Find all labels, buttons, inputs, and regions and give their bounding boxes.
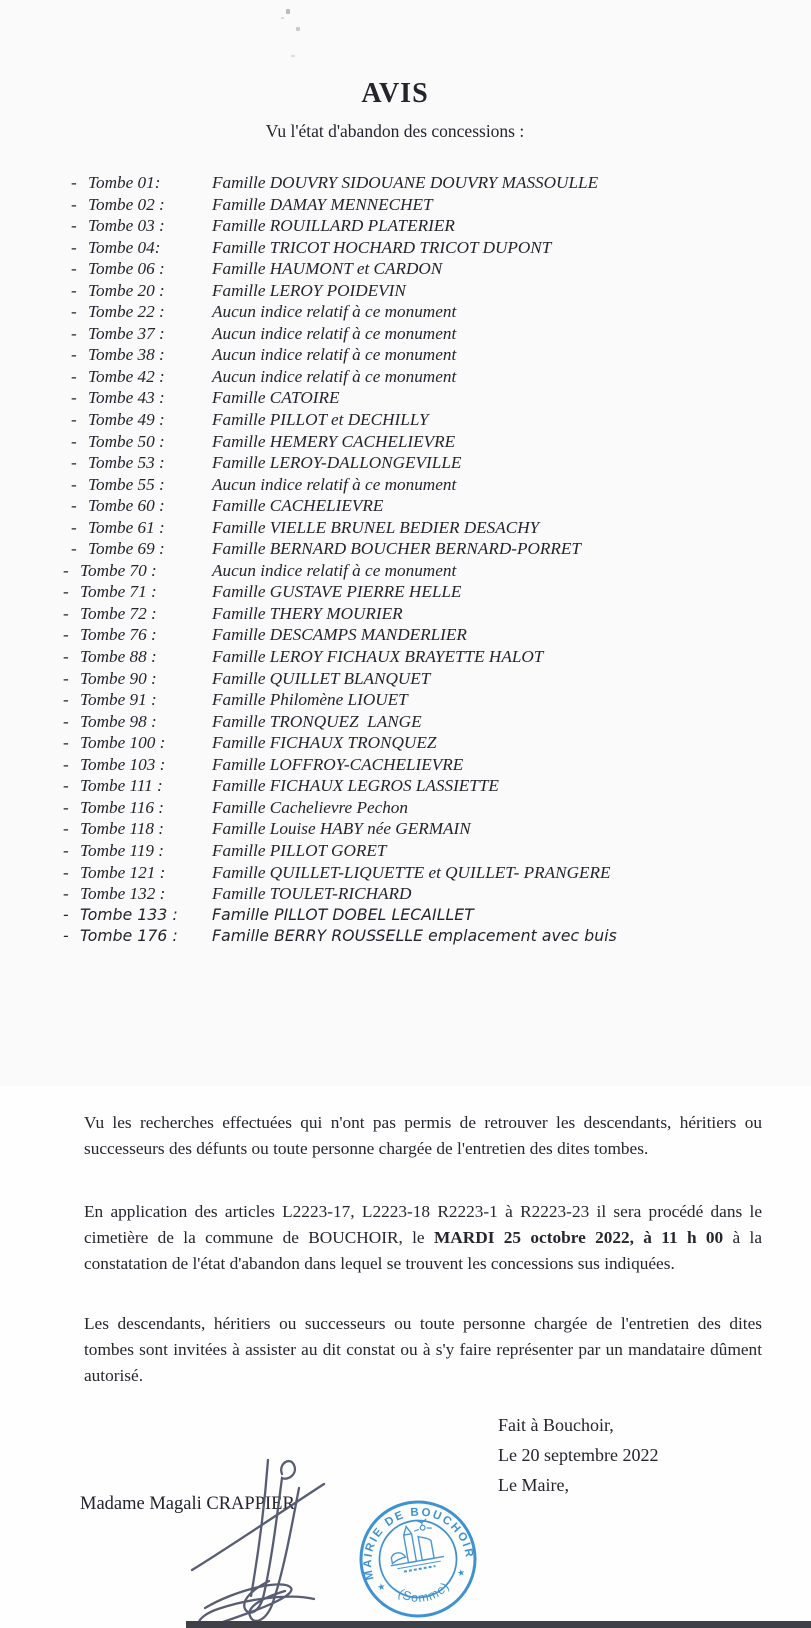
tomb-family-value: Famille ROUILLARD PLATERIER bbox=[212, 216, 455, 236]
list-item bbox=[63, 883, 771, 905]
tomb-number-label: Tombe 133 : bbox=[80, 905, 178, 924]
tomb-family-value: Aucun indice relatif à ce monument bbox=[212, 366, 457, 386]
list-item bbox=[63, 926, 771, 948]
tomb-number-label: Tombe 02 : bbox=[88, 194, 165, 214]
tomb-number-label: Tombe 42 : bbox=[88, 366, 165, 386]
scanner-edge-bar bbox=[186, 1621, 811, 1628]
tomb-family-value: Famille QUILLET BLANQUET bbox=[212, 668, 431, 688]
tomb-number-label: Tombe 70 : bbox=[80, 560, 157, 580]
list-item-dash: - bbox=[63, 603, 69, 623]
tomb-number-label: Tombe 98 : bbox=[80, 711, 157, 731]
town-stamp bbox=[356, 1497, 480, 1621]
tomb-family-value: Famille TRICOT HOCHARD TRICOT DUPONT bbox=[212, 237, 552, 257]
tomb-family-value: Famille HEMERY CACHELIEVRE bbox=[212, 431, 456, 451]
signature-scribble bbox=[172, 1448, 344, 1628]
list-item-dash: - bbox=[63, 733, 69, 753]
tomb-family-value: Famille DAMAY MENNECHET bbox=[212, 194, 433, 214]
list-item bbox=[71, 237, 771, 259]
list-item bbox=[71, 387, 771, 409]
tomb-family-value: Aucun indice relatif à ce monument bbox=[212, 560, 457, 580]
stamp-star-left-icon: ★ bbox=[376, 1581, 387, 1593]
list-item bbox=[71, 452, 771, 474]
list-item bbox=[71, 258, 771, 280]
list-item-dash: - bbox=[71, 410, 77, 430]
tomb-number-label: Tombe 91 : bbox=[80, 690, 157, 710]
tomb-number-label: Tombe 49 : bbox=[88, 410, 165, 430]
list-item bbox=[71, 323, 771, 345]
list-item-dash: - bbox=[71, 173, 77, 192]
tomb-number-label: Tombe 121 : bbox=[80, 862, 166, 882]
tomb-number-label: Tombe 69 : bbox=[88, 539, 165, 559]
list-item bbox=[71, 280, 771, 302]
list-item-dash: - bbox=[63, 647, 69, 667]
tomb-family-value: Famille LEROY-DALLONGEVILLE bbox=[212, 453, 462, 473]
tomb-number-label: Tombe 03 : bbox=[88, 216, 165, 236]
list-item-dash: - bbox=[71, 302, 77, 322]
tomb-number-label: Tombe 61 : bbox=[88, 517, 165, 537]
list-item bbox=[71, 409, 771, 431]
tomb-family-value: Famille CATOIRE bbox=[212, 388, 340, 408]
tomb-number-label: Tombe 60 : bbox=[88, 496, 165, 516]
list-item-dash: - bbox=[63, 711, 69, 731]
tomb-family-value: Famille DOUVRY SIDOUANE DOUVRY MASSOULLE bbox=[212, 173, 599, 192]
list-item-dash: - bbox=[63, 690, 69, 710]
tomb-number-label: Tombe 100 : bbox=[80, 733, 166, 753]
tomb-family-value: Famille LEROY POIDEVIN bbox=[212, 280, 406, 300]
tomb-family-value: Famille PILLOT et DECHILLY bbox=[212, 410, 429, 430]
tomb-family-value: Famille DESCAMPS MANDERLIER bbox=[212, 625, 467, 645]
closing-role: Le Maire, bbox=[498, 1475, 569, 1495]
paragraph-research: Vu les recherches effectuées qui n'ont pas permis de retrouver les descendants, héritiers ou successeurs des défunts ou toute personne chargée de l'entretien des dites tombes. bbox=[84, 1113, 762, 1158]
svg-text:(Somme) bbox=[394, 1578, 454, 1610]
list-item-dash: - bbox=[63, 582, 69, 602]
list-item-dash: - bbox=[71, 194, 77, 214]
scan-artifact bbox=[286, 9, 290, 14]
tomb-family-value: Famille BERRY ROUSSELLE emplacement avec buis bbox=[212, 927, 617, 946]
list-item bbox=[63, 689, 771, 711]
tomb-family-value: Famille CACHELIEVRE bbox=[212, 496, 384, 516]
tomb-number-label: Tombe 04: bbox=[88, 237, 161, 257]
scan-artifact bbox=[296, 27, 300, 31]
stamp-star-right-icon: ★ bbox=[456, 1567, 466, 1579]
tomb-family-value: Famille TRONQUEZ LANGE bbox=[212, 711, 422, 731]
list-item-dash: - bbox=[71, 388, 77, 408]
tomb-family-value: Famille PILLOT GORET bbox=[212, 840, 387, 860]
list-item-dash: - bbox=[71, 453, 77, 473]
list-item-dash: - bbox=[63, 668, 69, 688]
stamp-somme-label: (Somme) bbox=[395, 1579, 453, 1606]
tomb-number-label: Tombe 119 : bbox=[80, 840, 165, 860]
tomb-family-value: Famille THERY MOURIER bbox=[212, 603, 403, 623]
tomb-number-label: Tombe 132 : bbox=[80, 884, 166, 904]
list-item-dash: - bbox=[63, 797, 69, 817]
list-item bbox=[63, 797, 771, 819]
list-item-dash: - bbox=[71, 474, 77, 494]
tomb-number-label: Tombe 06 : bbox=[88, 259, 165, 279]
tomb-family-value: Aucun indice relatif à ce monument bbox=[212, 323, 457, 343]
list-item-dash: - bbox=[63, 560, 69, 580]
list-item-dash: - bbox=[71, 216, 77, 236]
list-item-dash: - bbox=[71, 323, 77, 343]
list-item bbox=[71, 344, 771, 366]
tomb-number-label: Tombe 90 : bbox=[80, 668, 157, 688]
list-item bbox=[71, 431, 771, 453]
tomb-number-label: Tombe 22 : bbox=[88, 302, 165, 322]
tomb-number-label: Tombe 176 : bbox=[80, 927, 178, 946]
tomb-family-value: Famille GUSTAVE PIERRE HELLE bbox=[212, 582, 462, 602]
tomb-list bbox=[63, 172, 771, 948]
tomb-number-label: Tombe 55 : bbox=[88, 474, 165, 494]
closing-place: Fait à Bouchoir, bbox=[498, 1415, 614, 1435]
tomb-family-value: Famille TOULET-RICHARD bbox=[212, 884, 412, 904]
list-item-dash: - bbox=[71, 259, 77, 279]
list-item-dash: - bbox=[71, 496, 77, 516]
list-item-dash: - bbox=[71, 345, 77, 365]
tomb-number-label: Tombe 20 : bbox=[88, 280, 165, 300]
tomb-number-label: Tombe 88 : bbox=[80, 647, 157, 667]
list-item-dash: - bbox=[71, 280, 77, 300]
tomb-family-value: Famille Louise HABY née GERMAIN bbox=[212, 819, 471, 839]
paragraph-application-start: En application des articles L2223-17, L2223-18 R2223-1 à R2223-23 il sera procédé dans le cimetière de la commune de BOUCHOIR, le bbox=[84, 1202, 762, 1247]
list-item bbox=[63, 581, 771, 603]
tomb-family-value: Aucun indice relatif à ce monument bbox=[212, 302, 457, 322]
tomb-family-value: Famille LEROY FICHAUX BRAYETTE HALOT bbox=[212, 647, 544, 667]
tomb-number-label: Tombe 71 : bbox=[80, 582, 157, 602]
signer-name: Madame Magali CRAPPIER bbox=[80, 1494, 295, 1514]
list-item bbox=[71, 194, 771, 216]
list-item-dash: - bbox=[71, 539, 77, 559]
tomb-family-value: Famille HAUMONT et CARDON bbox=[212, 259, 443, 279]
tomb-number-label: Tombe 103 : bbox=[80, 754, 166, 774]
tomb-number-label: Tombe 76 : bbox=[80, 625, 157, 645]
tomb-family-value: Famille FICHAUX TRONQUEZ bbox=[212, 733, 437, 753]
list-item-dash: - bbox=[63, 754, 69, 774]
list-item-dash: - bbox=[63, 884, 69, 904]
tomb-number-label: Tombe 50 : bbox=[88, 431, 165, 451]
tomb-number-label: Tombe 116 : bbox=[80, 797, 165, 817]
paragraph-invitation: Les descendants, héritiers ou successeurs ou toute personne chargée de l'entretien des dites tombes sont invitées à assister au dit constat ou à s'y faire représenter par un mandataire dûment autorisé. bbox=[84, 1314, 762, 1385]
tomb-number-label: Tombe 38 : bbox=[88, 345, 165, 365]
list-item-dash: - bbox=[71, 517, 77, 537]
page-title: AVIS bbox=[361, 78, 429, 109]
tomb-number-label: Tombe 01: bbox=[88, 173, 161, 192]
list-item bbox=[63, 711, 771, 733]
meeting-date-bold: MARDI 25 octobre 2022, à 11 h 00 bbox=[433, 1228, 724, 1247]
list-item-dash: - bbox=[71, 431, 77, 451]
scan-artifact bbox=[281, 17, 284, 19]
list-item bbox=[71, 517, 771, 539]
list-item bbox=[71, 366, 771, 388]
list-item bbox=[71, 301, 771, 323]
list-item bbox=[71, 474, 771, 496]
list-item bbox=[71, 495, 771, 517]
list-item-dash: - bbox=[63, 905, 69, 924]
closing-block bbox=[498, 1410, 658, 1500]
list-item bbox=[63, 818, 771, 840]
list-item-dash: - bbox=[63, 840, 69, 860]
list-item bbox=[63, 560, 771, 582]
tomb-family-value: Famille LOFFROY-CACHELIEVRE bbox=[212, 754, 464, 774]
list-item bbox=[63, 862, 771, 884]
list-item-dash: - bbox=[63, 819, 69, 839]
tomb-family-value: Famille VIELLE BRUNEL BEDIER DESACHY bbox=[212, 517, 540, 537]
tomb-family-value: Famille Philomène LIOUET bbox=[212, 690, 408, 710]
tomb-family-value: Aucun indice relatif à ce monument bbox=[212, 474, 457, 494]
list-item bbox=[63, 840, 771, 862]
list-item bbox=[63, 732, 771, 754]
list-item-dash: - bbox=[63, 862, 69, 882]
tomb-number-label: Tombe 53 : bbox=[88, 453, 165, 473]
tomb-family-value: Famille BERNARD BOUCHER BERNARD-PORRET bbox=[212, 539, 581, 559]
list-item bbox=[63, 624, 771, 646]
list-item-dash: - bbox=[63, 776, 69, 796]
scan-artifact bbox=[291, 55, 295, 57]
tomb-number-label: Tombe 118 : bbox=[80, 819, 165, 839]
list-item bbox=[63, 646, 771, 668]
tomb-number-label: Tombe 43 : bbox=[88, 388, 165, 408]
tomb-family-value: Famille QUILLET-LIQUETTE et QUILLET- PRANGERE bbox=[212, 862, 611, 882]
paragraph-application-end: à la constatation de l'état d'abandon dans lequel se trouvent les concessions sus indiquées. bbox=[84, 1228, 762, 1273]
list-item bbox=[71, 538, 771, 560]
list-item-dash: - bbox=[71, 366, 77, 386]
list-item-dash: - bbox=[71, 237, 77, 257]
closing-date: Le 20 septembre 2022 bbox=[498, 1445, 659, 1465]
tomb-family-value: Famille FICHAUX LEGROS LASSIETTE bbox=[212, 776, 499, 796]
tomb-family-value: Famille Cachelievre Pechon bbox=[212, 797, 408, 817]
list-item bbox=[63, 603, 771, 625]
list-item bbox=[71, 172, 771, 194]
tomb-family-value: Aucun indice relatif à ce monument bbox=[212, 345, 457, 365]
list-item-dash: - bbox=[63, 625, 69, 645]
tomb-number-label: Tombe 111 : bbox=[80, 776, 163, 796]
list-item bbox=[63, 775, 771, 797]
tomb-family-value: Famille PILLOT DOBEL LECAILLET bbox=[212, 905, 474, 924]
list-item bbox=[63, 754, 771, 776]
list-item bbox=[71, 215, 771, 237]
list-item bbox=[63, 668, 771, 690]
list-item bbox=[63, 905, 771, 927]
list-item-dash: - bbox=[63, 927, 69, 946]
intro-line: Vu l'état d'abandon des concessions : bbox=[265, 121, 525, 141]
tomb-number-label: Tombe 72 : bbox=[80, 603, 157, 623]
stamp-arc-top-label: MAIRIE DE BOUCHOIR bbox=[362, 1506, 476, 1582]
tomb-number-label: Tombe 37 : bbox=[88, 323, 165, 343]
paragraph-application bbox=[84, 1199, 762, 1277]
